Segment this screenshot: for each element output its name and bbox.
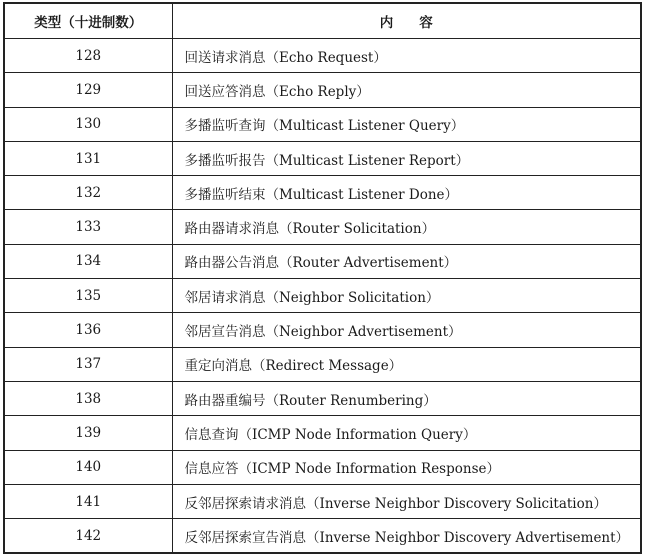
table-row xyxy=(4,176,641,210)
table-row xyxy=(4,73,641,107)
table-row xyxy=(4,244,641,278)
table-row xyxy=(4,313,641,347)
content-cell: 多播监听报告（Multicast Listener Report） xyxy=(172,141,641,175)
content-cell: 回送应答消息（Echo Reply） xyxy=(172,73,641,107)
type-cell: 128 xyxy=(4,39,172,73)
type-cell: 131 xyxy=(4,141,172,175)
table-row xyxy=(4,279,641,313)
table-row xyxy=(4,107,641,141)
content-cell: 多播监听结束（Multicast Listener Done） xyxy=(172,176,641,210)
type-cell: 136 xyxy=(4,313,172,347)
content-cell: 重定向消息（Redirect Message） xyxy=(172,347,641,381)
content-cell: 多播监听查询（Multicast Listener Query） xyxy=(172,107,641,141)
table-row xyxy=(4,519,641,554)
table-header-row xyxy=(4,3,641,39)
type-cell: 140 xyxy=(4,450,172,484)
table-row xyxy=(4,450,641,484)
content-cell: 邻居宣告消息（Neighbor Advertisement） xyxy=(172,313,641,347)
type-cell: 139 xyxy=(4,416,172,450)
type-cell: 132 xyxy=(4,176,172,210)
table-row xyxy=(4,210,641,244)
content-cell: 邻居请求消息（Neighbor Solicitation） xyxy=(172,279,641,313)
type-cell: 135 xyxy=(4,279,172,313)
table-body xyxy=(4,39,641,554)
content-cell: 路由器公告消息（Router Advertisement） xyxy=(172,244,641,278)
content-cell: 路由器请求消息（Router Solicitation） xyxy=(172,210,641,244)
table-row xyxy=(4,347,641,381)
content-cell: 信息应答（ICMP Node Information Response） xyxy=(172,450,641,484)
table-row xyxy=(4,381,641,415)
table-row xyxy=(4,416,641,450)
header-content: 内容 xyxy=(172,3,641,39)
type-cell: 138 xyxy=(4,381,172,415)
type-cell: 141 xyxy=(4,484,172,518)
type-cell: 134 xyxy=(4,244,172,278)
icmp-message-type-table xyxy=(3,2,642,554)
type-cell: 142 xyxy=(4,519,172,554)
type-cell: 130 xyxy=(4,107,172,141)
type-cell: 129 xyxy=(4,73,172,107)
content-cell: 路由器重编号（Router Renumbering） xyxy=(172,381,641,415)
table-row xyxy=(4,39,641,73)
content-cell: 回送请求消息（Echo Request） xyxy=(172,39,641,73)
table-row xyxy=(4,141,641,175)
table-row xyxy=(4,484,641,518)
type-cell: 137 xyxy=(4,347,172,381)
type-cell: 133 xyxy=(4,210,172,244)
content-cell: 反邻居探索请求消息（Inverse Neighbor Discovery Solicitation） xyxy=(172,484,641,518)
content-cell: 信息查询（ICMP Node Information Query） xyxy=(172,416,641,450)
content-cell: 反邻居探索宣告消息（Inverse Neighbor Discovery Advertisement） xyxy=(172,519,641,554)
header-type: 类型（十进制数） xyxy=(4,3,172,39)
